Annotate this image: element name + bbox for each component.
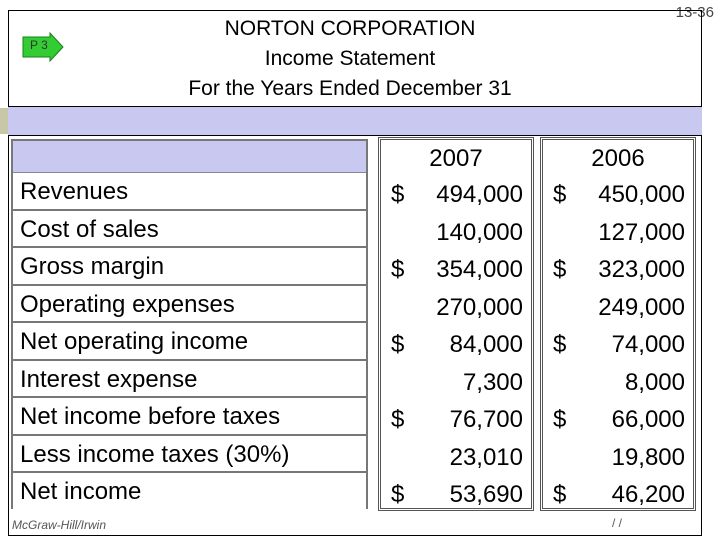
copyright-footer: / / bbox=[612, 516, 623, 530]
currency-sign: $ bbox=[553, 481, 567, 508]
company-name: NORTON CORPORATION bbox=[224, 17, 476, 40]
value-row bbox=[543, 364, 693, 402]
amount: 46,200 bbox=[611, 481, 685, 508]
row-labels bbox=[11, 139, 368, 509]
objective-badge: P 3 bbox=[30, 38, 48, 52]
amount: 74,000 bbox=[611, 331, 685, 358]
row-label: Less income taxes (30%) bbox=[13, 436, 366, 474]
value-row bbox=[381, 439, 531, 477]
row-label: Cost of sales bbox=[13, 211, 366, 249]
row-label: Gross margin bbox=[13, 248, 366, 286]
value-row bbox=[381, 251, 531, 289]
value-row bbox=[543, 401, 693, 439]
amount: 66,000 bbox=[611, 406, 685, 433]
currency-sign: $ bbox=[391, 481, 405, 508]
value-row bbox=[543, 326, 693, 364]
value-row bbox=[543, 251, 693, 289]
currency-sign: $ bbox=[553, 256, 567, 283]
value-row bbox=[381, 176, 531, 214]
currency-sign: $ bbox=[391, 256, 405, 283]
value-row bbox=[543, 289, 693, 327]
statement-period: For the Years Ended December 31 bbox=[188, 77, 512, 100]
row-label: Revenues bbox=[13, 173, 366, 211]
currency-sign: $ bbox=[553, 331, 567, 358]
amount: 249,000 bbox=[598, 293, 685, 321]
currency-sign: $ bbox=[391, 331, 405, 358]
amount: 127,000 bbox=[598, 218, 685, 246]
amount: 19,800 bbox=[611, 443, 685, 471]
row-label: Net income before taxes bbox=[13, 398, 366, 436]
amount: 494,000 bbox=[436, 181, 523, 208]
row-label: Net operating income bbox=[13, 323, 366, 361]
year-header: 2006 bbox=[591, 145, 645, 172]
value-row bbox=[381, 476, 531, 514]
value-row bbox=[381, 289, 531, 327]
currency-sign: $ bbox=[553, 406, 567, 433]
value-row bbox=[543, 476, 693, 514]
amount: 354,000 bbox=[436, 256, 523, 283]
year-header: 2007 bbox=[429, 145, 483, 172]
value-row bbox=[543, 214, 693, 252]
amount: 84,000 bbox=[449, 331, 523, 358]
column-2006 bbox=[540, 137, 696, 511]
statement-header bbox=[100, 14, 600, 104]
row-label: Interest expense bbox=[13, 361, 366, 399]
amount: 53,690 bbox=[449, 481, 523, 508]
value-row bbox=[381, 214, 531, 252]
amount: 23,010 bbox=[449, 443, 523, 471]
value-row bbox=[543, 176, 693, 214]
amount: 450,000 bbox=[598, 181, 685, 208]
header-band bbox=[8, 106, 702, 136]
currency-sign: $ bbox=[391, 406, 405, 433]
amount: 8,000 bbox=[624, 368, 685, 396]
amount: 76,700 bbox=[449, 406, 523, 433]
value-row bbox=[543, 439, 693, 477]
row-label: Operating expenses bbox=[13, 286, 366, 324]
amount: 140,000 bbox=[436, 218, 523, 246]
row-label: Net income bbox=[13, 473, 366, 511]
amount: 323,000 bbox=[598, 256, 685, 283]
amount: 270,000 bbox=[436, 293, 523, 321]
value-row bbox=[381, 364, 531, 402]
value-row bbox=[381, 401, 531, 439]
slide-number: 13-36 bbox=[675, 4, 714, 21]
value-row bbox=[381, 326, 531, 364]
column-2007 bbox=[378, 137, 534, 511]
publisher-footer: McGraw-Hill/Irwin bbox=[12, 518, 106, 532]
currency-sign: $ bbox=[391, 181, 405, 208]
amount: 7,300 bbox=[462, 368, 523, 396]
statement-title: Income Statement bbox=[264, 47, 436, 70]
label-header-cell bbox=[13, 141, 366, 173]
currency-sign: $ bbox=[553, 181, 567, 208]
